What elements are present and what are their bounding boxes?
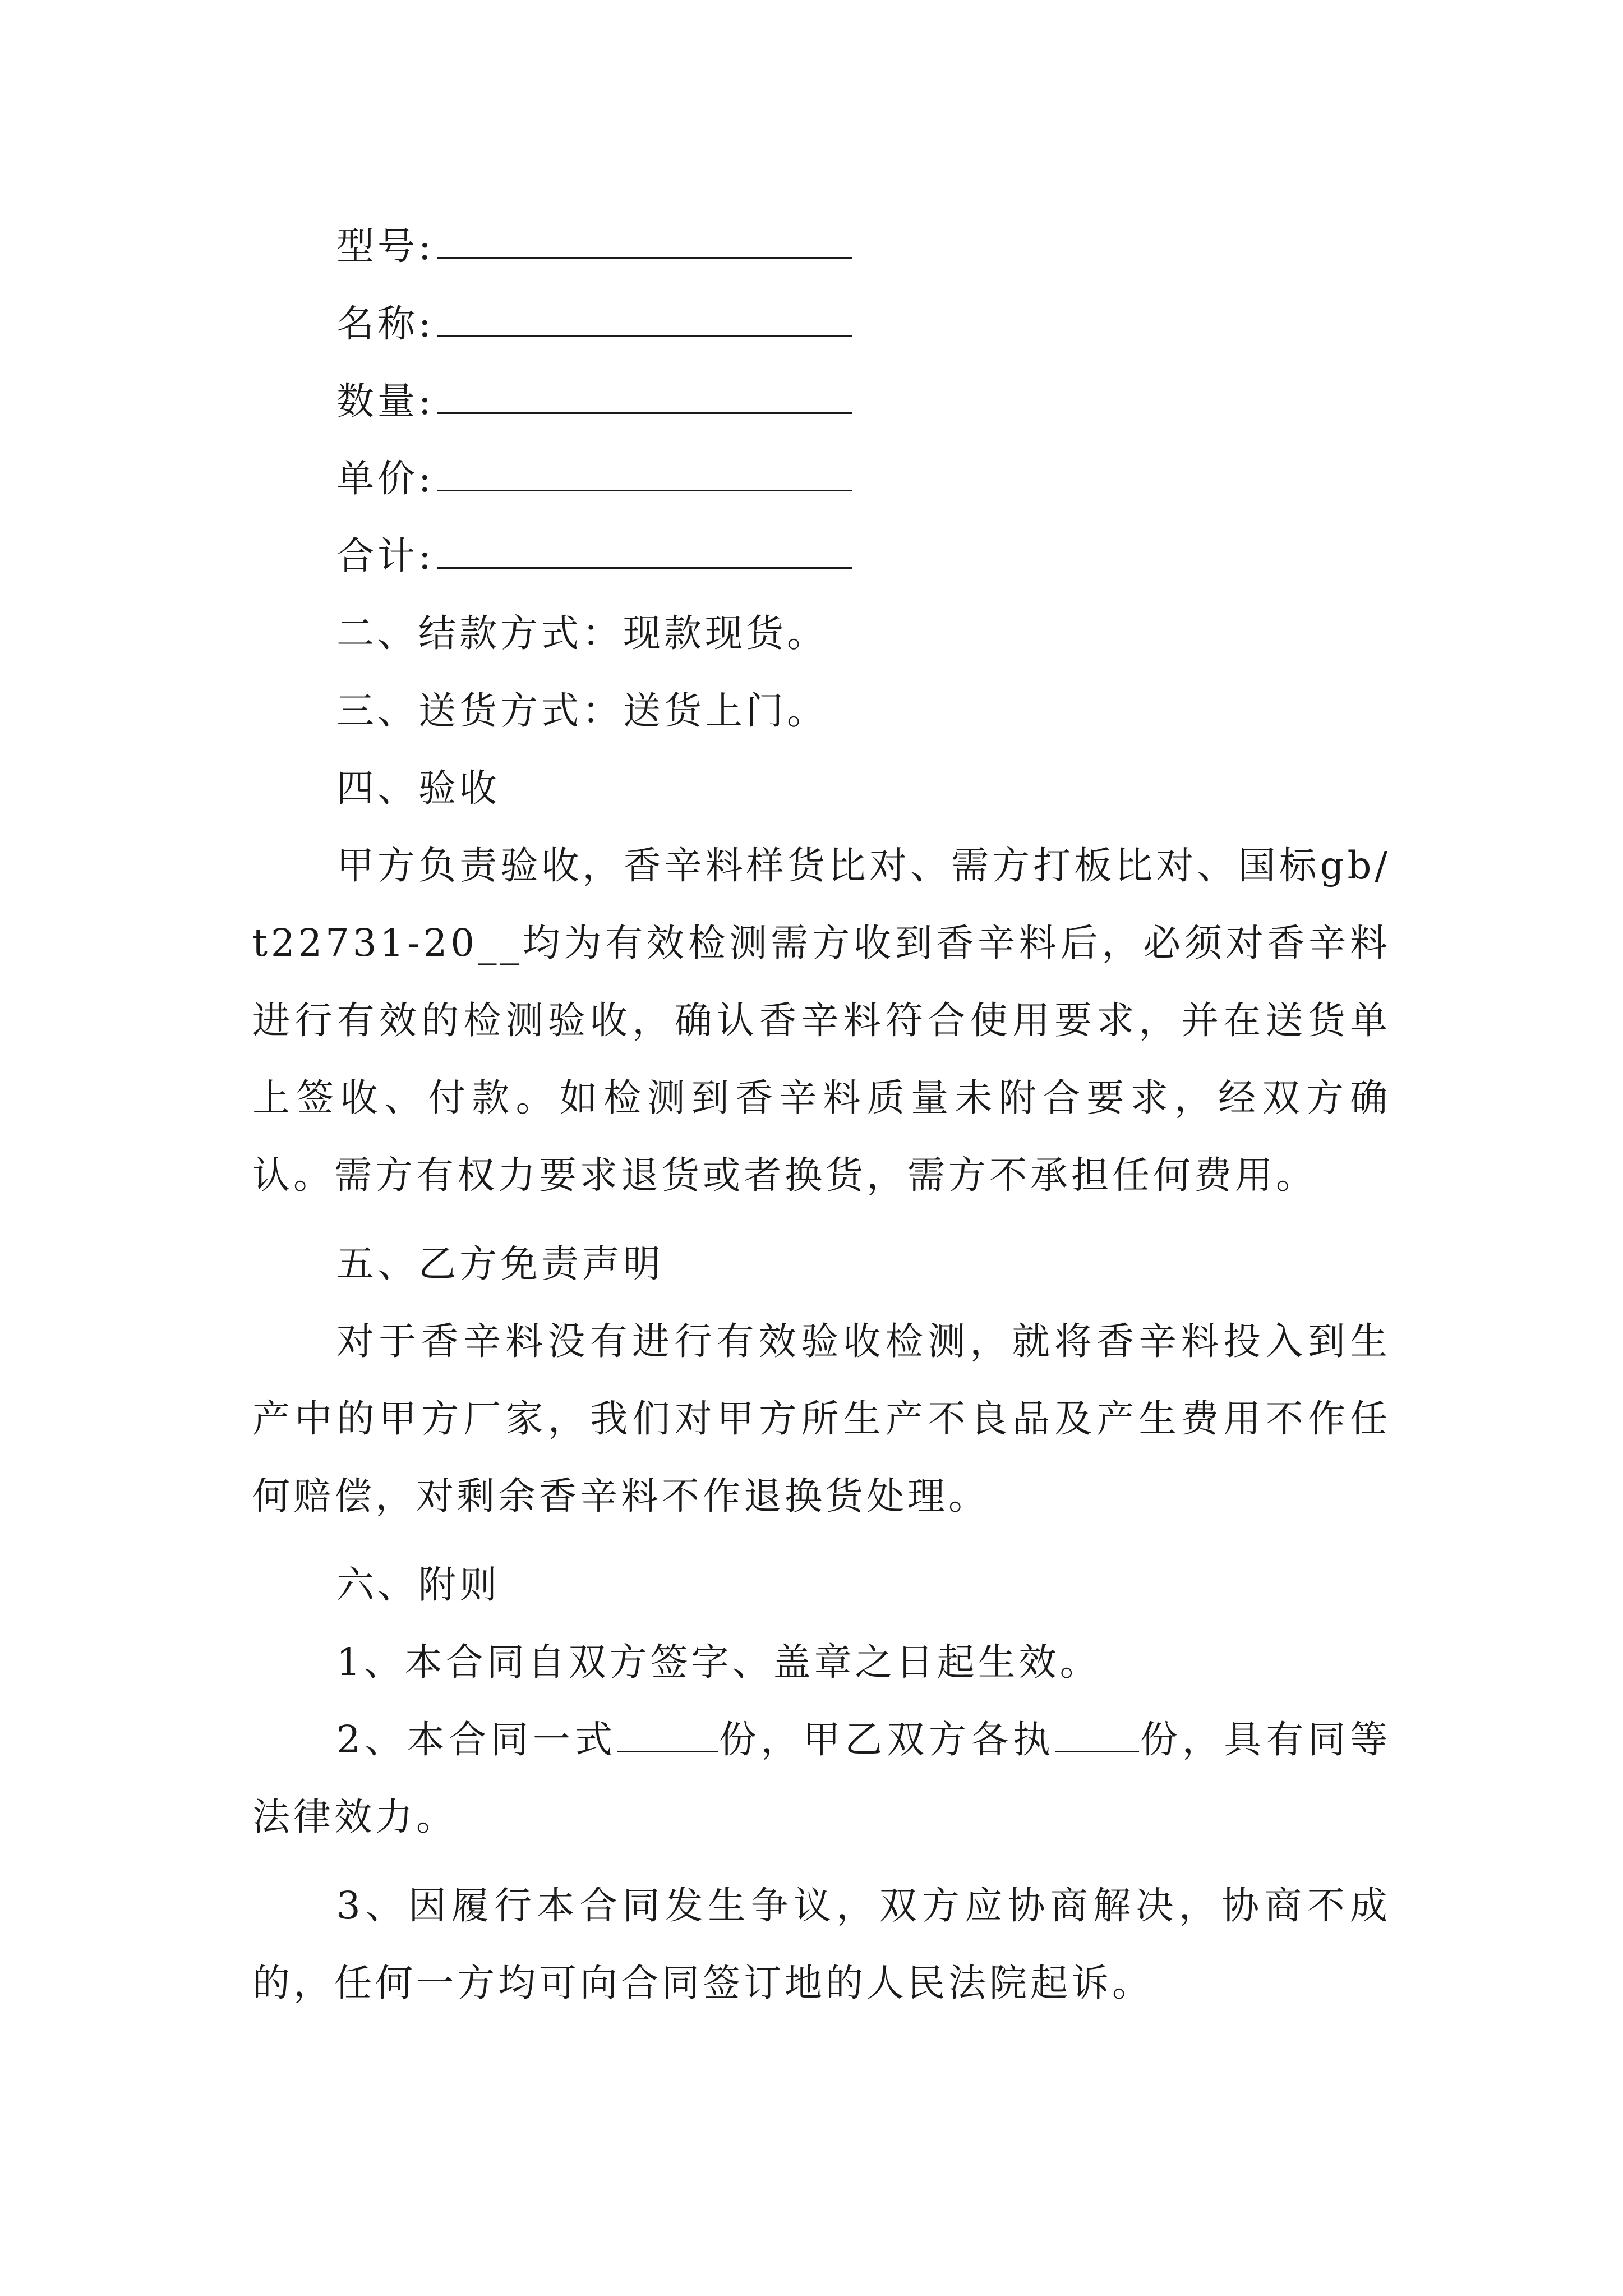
clause-2-part-b: 份，甲乙双方各执 (717, 1718, 1055, 1761)
blank-line (437, 301, 852, 337)
field-model (252, 208, 1391, 285)
copies-blank (617, 1717, 718, 1752)
section-disclaimer-title: 五、乙方免责声明 (336, 1242, 664, 1286)
blank-line (437, 533, 852, 569)
field-unit-price (252, 440, 1391, 517)
field-label: 数量: (336, 379, 435, 423)
field-name (252, 285, 1391, 362)
blank-line (437, 456, 852, 491)
field-label: 名称: (336, 302, 435, 346)
section-payment: 二、结款方式：现款现货。 (336, 611, 828, 655)
section-acceptance-body: 甲方负责验收，香辛料样货比对、需方打板比对、国标gb/t22731-20__均为有效检测需方收到香辛料后，必须对香辛料进行有效的检测验收，确认香辛料符合使用要求，并在送货单上签收、付款。如检测到香辛料质量未附合要求，经双方确认。需方有权力要求退货或者换货，需方不承担任何费用。 (252, 844, 1391, 1197)
clause-1: 1、本合同自双方签字、盖章之日起生效。 (336, 1640, 1101, 1684)
field-label: 型号: (336, 224, 435, 268)
clause-2-part-a: 2、本合同一式 (336, 1718, 617, 1761)
each-party-copies-blank (1055, 1717, 1139, 1752)
contract-content (252, 208, 1391, 2022)
field-label: 单价: (336, 457, 435, 500)
blank-line (437, 379, 852, 414)
section-disclaimer-body: 对于香辛料没有进行有效验收检测，就将香辛料投入到生产中的甲方厂家，我们对甲方所生产不良品及产生费用不作任何赔偿，对剩余香辛料不作退换货处理。 (252, 1319, 1391, 1518)
clause-2-part-c: 份，具有同等法律效力。 (252, 1718, 1391, 1839)
field-total (252, 517, 1391, 595)
section-supplementary-title: 六、附则 (336, 1563, 500, 1607)
blank-line (437, 224, 852, 259)
clause-3: 3、因履行本合同发生争议，双方应协商解决，协商不成的，任何一方均可向合同签订地的人民法院起诉。 (252, 1884, 1391, 2005)
section-acceptance-title: 四、验收 (336, 766, 500, 810)
clause-2 (252, 1701, 1391, 1856)
field-label: 合计: (336, 534, 435, 578)
field-quantity (252, 362, 1391, 440)
section-delivery: 三、送货方式：送货上门。 (336, 689, 828, 733)
